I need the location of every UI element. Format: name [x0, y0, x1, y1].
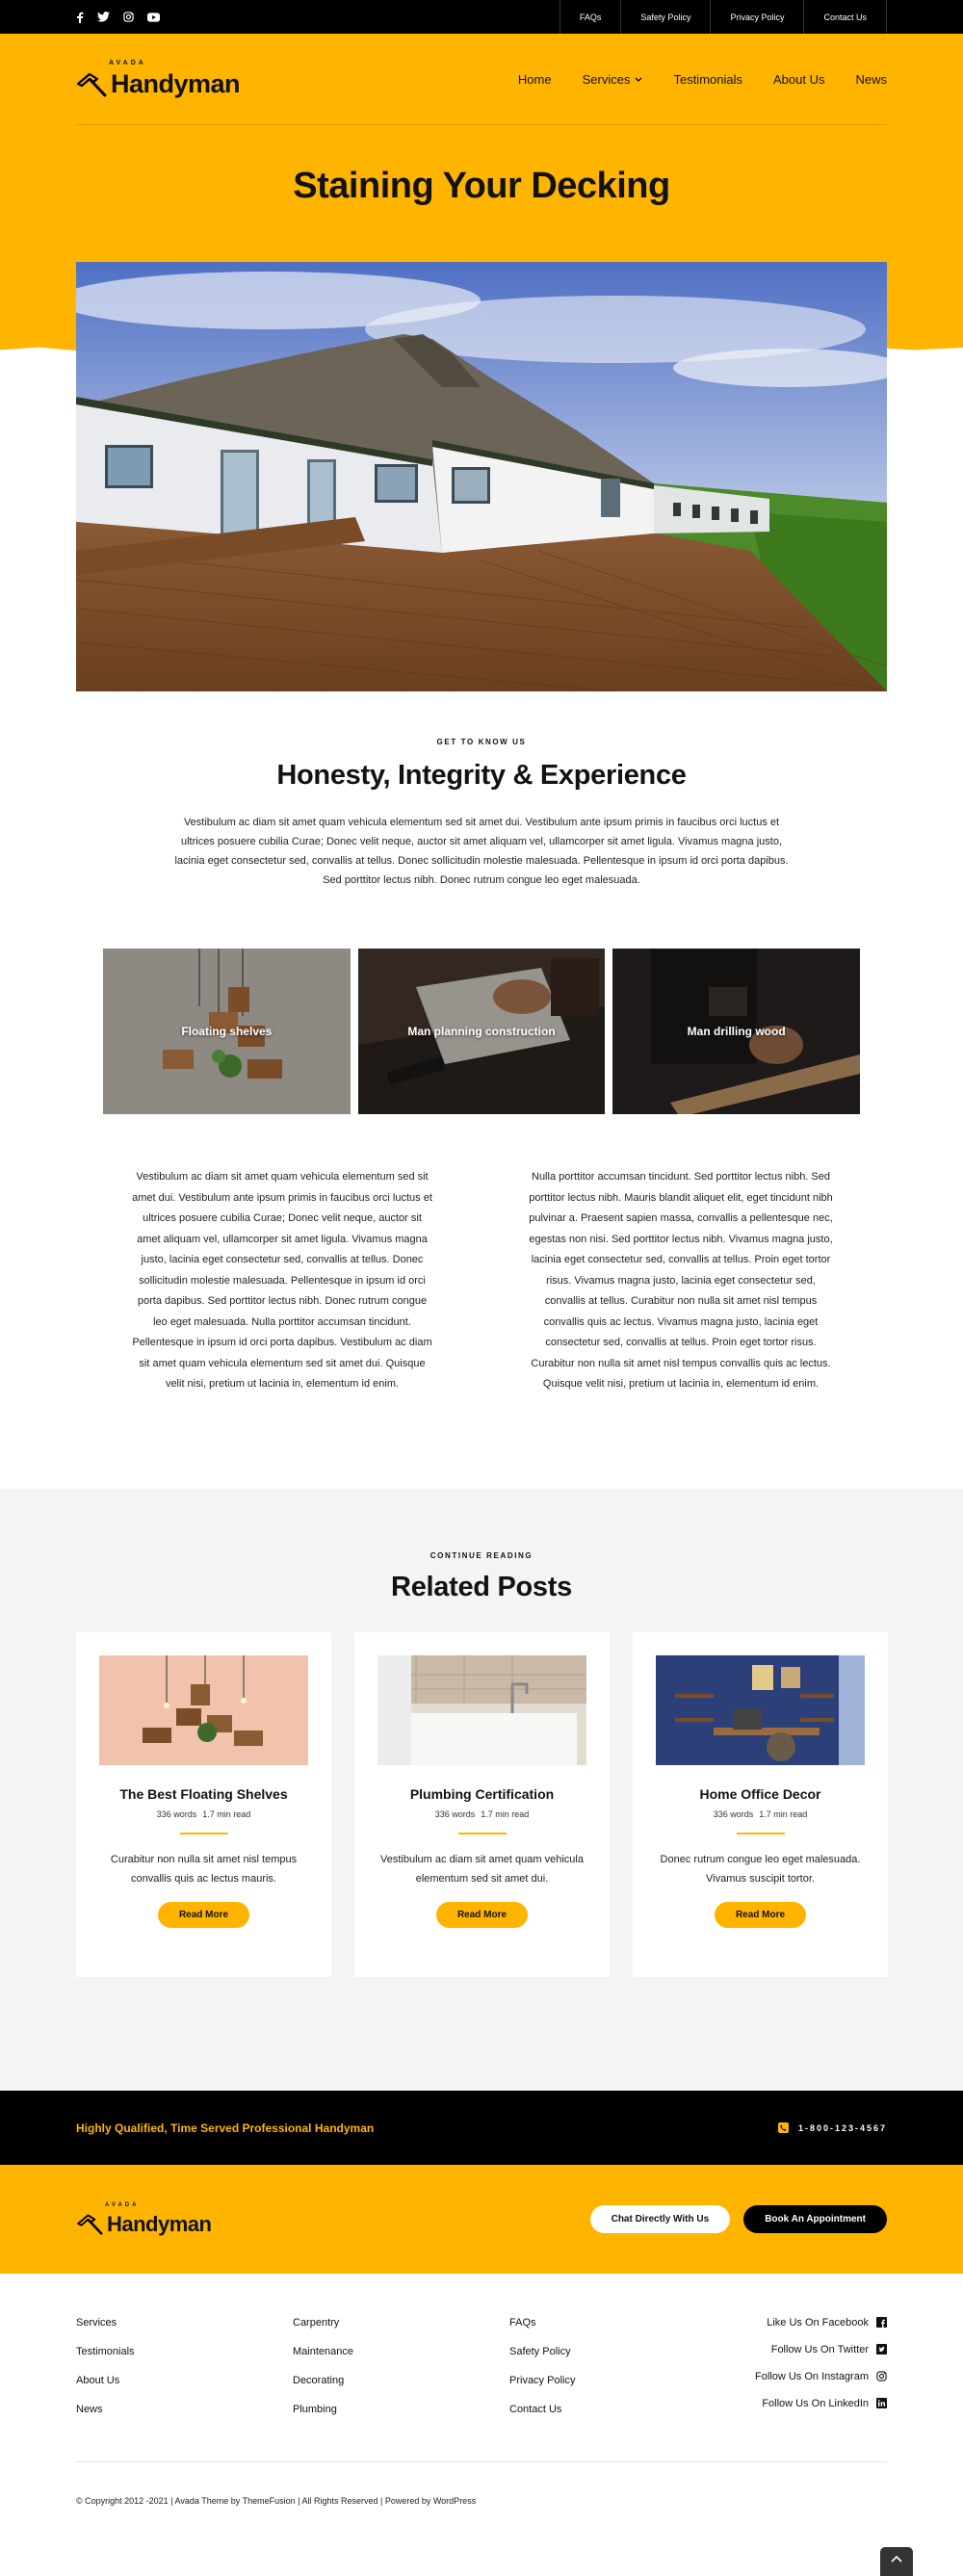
footer-link-safety-policy[interactable]: Safety Policy [509, 2346, 571, 2357]
column-text-left: Vestibulum ac diam sit amet quam vehicula elementum sed sit amet dui. Vestibulum ante ipsum primis in faucibus orci luctus et ultrices posuere cubilia Curae; Donec velit neque, auctor sit amet aliquam vel, ullamcorper sit amet ligula. Vivamus magna justo, lacinia eget consectetur sed, convallis at tellus. Donec sollicitudin molestie malesuada. Pellentesque in ipsum id orci porta dapibus. Sed porttitor lectus nibh. Donec rutrum congue leo eget malesuada. Nulla porttitor accumsan tincidunt. Pellentesque in ipsum id orci porta dapibus. Vestibulum ac diam sit amet quam vehicula elementum sed sit amet dui. Quisque velit nisi, pretium ut lacinia in, elementum id enim. [132, 1171, 432, 1390]
post-read-time: 1.7 min read [202, 1809, 251, 1819]
post-meta [99, 1809, 308, 1819]
nav-item-home[interactable]: Home [517, 71, 552, 87]
cta-bar [0, 2091, 963, 2165]
post-read-time: 1.7 min read [759, 1809, 808, 1819]
post-thumbnail[interactable] [377, 1655, 586, 1765]
read-more-button[interactable]: Read More [436, 1902, 528, 1928]
footer-link-news[interactable]: News [76, 2404, 103, 2415]
footer-logo[interactable] [76, 2201, 212, 2236]
top-link-contact-us[interactable]: Contact Us [803, 0, 887, 34]
top-bar [0, 0, 963, 34]
footer-column [293, 2317, 509, 2433]
top-link-privacy-policy[interactable]: Privacy Policy [710, 0, 803, 34]
top-link-faqs[interactable]: FAQs [560, 0, 621, 34]
footer-column [76, 2317, 293, 2433]
footer-social-label: Follow Us On Instagram [755, 2371, 869, 2382]
site-logo[interactable] [76, 59, 241, 98]
footer-social-instagram[interactable] [726, 2371, 887, 2398]
related-post-card[interactable] [633, 1632, 888, 1977]
related-posts-section [0, 1489, 963, 2091]
facebook-icon [876, 2317, 887, 2328]
footer-link-carpentry[interactable]: Carpentry [293, 2317, 340, 2329]
footer-link-maintenance[interactable]: Maintenance [293, 2346, 353, 2357]
related-post-card[interactable] [76, 1632, 331, 1977]
title-divider [737, 1833, 785, 1834]
related-post-card[interactable] [354, 1632, 610, 1977]
related-heading: Related Posts [391, 1572, 572, 1602]
chevron-down-icon [635, 77, 642, 82]
brand-name: Handyman [107, 2211, 212, 2236]
footer-social-facebook[interactable] [726, 2317, 887, 2344]
brand-name: Handyman [111, 68, 241, 98]
footer-link-plumbing[interactable]: Plumbing [293, 2404, 337, 2415]
post-thumbnail[interactable] [99, 1655, 308, 1765]
copyright: © Copyright 2012 -2021 | Avada Theme by ThemeFusion | All Rights Reserved | Powered by WordPress [76, 2496, 477, 2506]
chevron-up-icon [891, 2556, 902, 2563]
scroll-to-top-button[interactable] [880, 2547, 913, 2576]
intro-eyebrow: GET TO KNOW US [436, 738, 527, 746]
intro-text: Vestibulum ac diam sit amet quam vehicula elementum sed sit amet dui. Vestibulum ante ipsum primis in faucibus orci luctus et ultrices posuere cubilia Curae; Donec velit neque, auctor sit amet aliquam vel, ullamcorper sit amet ligula. Vivamus magna justo, lacinia eget consectetur sed, convallis at tellus. Donec sollicitudin molestie malesuada. Pellentesque in ipsum id orci porta dapibus. Sed porttitor lectus nibh. Donec rutrum congue leo eget malesuada. [174, 817, 789, 886]
related-cards [76, 1632, 887, 1977]
footer-social-label: Like Us On Facebook [767, 2317, 869, 2329]
top-link-safety-policy[interactable]: Safety Policy [620, 0, 710, 34]
intro-heading: Honesty, Integrity & Experience [276, 760, 687, 791]
tile-caption: Floating shelves [181, 1025, 273, 1038]
column-text-right: Nulla porttitor accumsan tincidunt. Sed porttitor lectus nibh. Sed porttitor lectus nibh. Mauris blandit aliquet elit, eget tincidunt nibh pulvinar a. Praesent sapien massa, convallis a pellentesque nec, egestas non nisi. Sed porttitor lectus nibh. Vivamus magna justo, lacinia eget consectetur sed, convallis at tellus. Proin eget tortor risus. Vivamus magna justo, lacinia eget consectetur sed, convallis at tellus. Curabitur non nulla sit amet nisl tempus convallis quis ac lectus. Vivamus magna justo, lacinia eget consectetur sed, convallis at tellus. Proin eget tortor risus. Curabitur non nulla sit amet nisl tempus convallis quis ac lectus. Quisque velit nisi, pretium ut lacinia in, elementum id enim. [529, 1171, 833, 1390]
post-title[interactable]: The Best Floating Shelves [119, 1786, 288, 1802]
brand-small-text: AVADA [105, 2201, 140, 2208]
footer-link-contact-us[interactable]: Contact Us [509, 2404, 562, 2415]
nav-item-services[interactable] [583, 72, 643, 87]
post-excerpt: Curabitur non nulla sit amet nisl tempus convallis quis ac lectus mauris. [110, 1854, 298, 1885]
footer-column [509, 2317, 726, 2433]
footer-link-about-us[interactable]: About Us [76, 2375, 120, 2386]
nav-row [76, 34, 887, 125]
hammer-logo-icon [76, 70, 109, 97]
two-column-text [130, 1167, 833, 1395]
nav-item-about-us[interactable]: About Us [773, 71, 825, 87]
footer-link-services[interactable]: Services [76, 2317, 117, 2329]
cta-text: Highly Qualified, Time Served Professional Handyman [76, 2121, 375, 2135]
footer-logo-bar [0, 2165, 963, 2274]
footer-link-decorating[interactable]: Decorating [293, 2375, 345, 2386]
read-more-button[interactable]: Read More [158, 1902, 249, 1928]
image-tiles [103, 949, 860, 1114]
footer-buttons [590, 2205, 887, 2233]
instagram-icon [876, 2371, 887, 2381]
post-excerpt: Donec rutrum congue leo eget malesuada. Vivamus suscipit tortor. [660, 1854, 861, 1885]
nav-item-news[interactable]: News [855, 71, 887, 87]
footer-social-label: Follow Us On LinkedIn [762, 2398, 869, 2409]
footer-link-testimonials[interactable]: Testimonials [76, 2346, 135, 2357]
hammer-logo-icon [76, 2212, 105, 2235]
phone-icon [778, 2122, 789, 2133]
footer-social-column [726, 2317, 887, 2433]
related-eyebrow: CONTINUE READING [429, 1551, 534, 1560]
top-links [560, 0, 887, 34]
post-word-count: 336 words [713, 1809, 754, 1819]
footer-links [76, 2317, 887, 2433]
tile-caption: Man drilling wood [687, 1025, 786, 1038]
facebook-icon[interactable] [76, 12, 84, 23]
tile-man-drilling[interactable] [612, 949, 860, 1114]
nav-item-services-label: Services [582, 71, 631, 87]
hero-image [76, 262, 887, 691]
post-word-count: 336 words [434, 1809, 476, 1819]
title-divider [180, 1833, 228, 1834]
tile-caption: Man planning construction [407, 1025, 556, 1038]
tile-floating-shelves[interactable] [103, 949, 351, 1114]
nav-item-testimonials[interactable]: Testimonials [673, 71, 742, 87]
post-thumbnail[interactable] [656, 1655, 865, 1765]
post-word-count: 336 words [156, 1809, 197, 1819]
youtube-icon[interactable] [147, 13, 160, 22]
footer-divider [76, 2461, 887, 2462]
post-title[interactable]: Plumbing Certification [409, 1786, 555, 1802]
twitter-icon [876, 2344, 887, 2355]
main-nav [518, 72, 887, 87]
instagram-icon[interactable] [123, 12, 134, 22]
page-title: Staining Your Decking [293, 166, 670, 206]
linkedin-icon [876, 2398, 887, 2408]
post-meta [656, 1809, 865, 1819]
read-more-button[interactable]: Read More [715, 1902, 806, 1928]
footer-social-twitter[interactable] [726, 2344, 887, 2371]
footer-link-privacy-policy[interactable]: Privacy Policy [509, 2375, 576, 2386]
footer-link-faqs[interactable]: FAQs [509, 2317, 536, 2329]
footer-social-linkedin[interactable] [726, 2398, 887, 2425]
top-social-links [76, 12, 160, 23]
post-read-time: 1.7 min read [481, 1809, 530, 1819]
post-title[interactable]: Home Office Decor [699, 1786, 821, 1802]
footer-social-label: Follow Us On Twitter [770, 2344, 869, 2355]
post-excerpt: Vestibulum ac diam sit amet quam vehicula elementum sed sit amet dui. [380, 1854, 584, 1885]
tile-man-planning[interactable] [358, 949, 606, 1114]
twitter-icon[interactable] [97, 12, 110, 22]
brand-small-text: AVADA [109, 59, 146, 66]
title-divider [458, 1833, 507, 1834]
phone-number-text: 1-800-123-4567 [797, 2122, 887, 2133]
phone-number[interactable] [778, 2122, 887, 2133]
chat-button[interactable]: Chat Directly With Us [590, 2205, 731, 2233]
book-appointment-button[interactable]: Book An Appointment [743, 2205, 887, 2233]
post-meta [377, 1809, 586, 1819]
